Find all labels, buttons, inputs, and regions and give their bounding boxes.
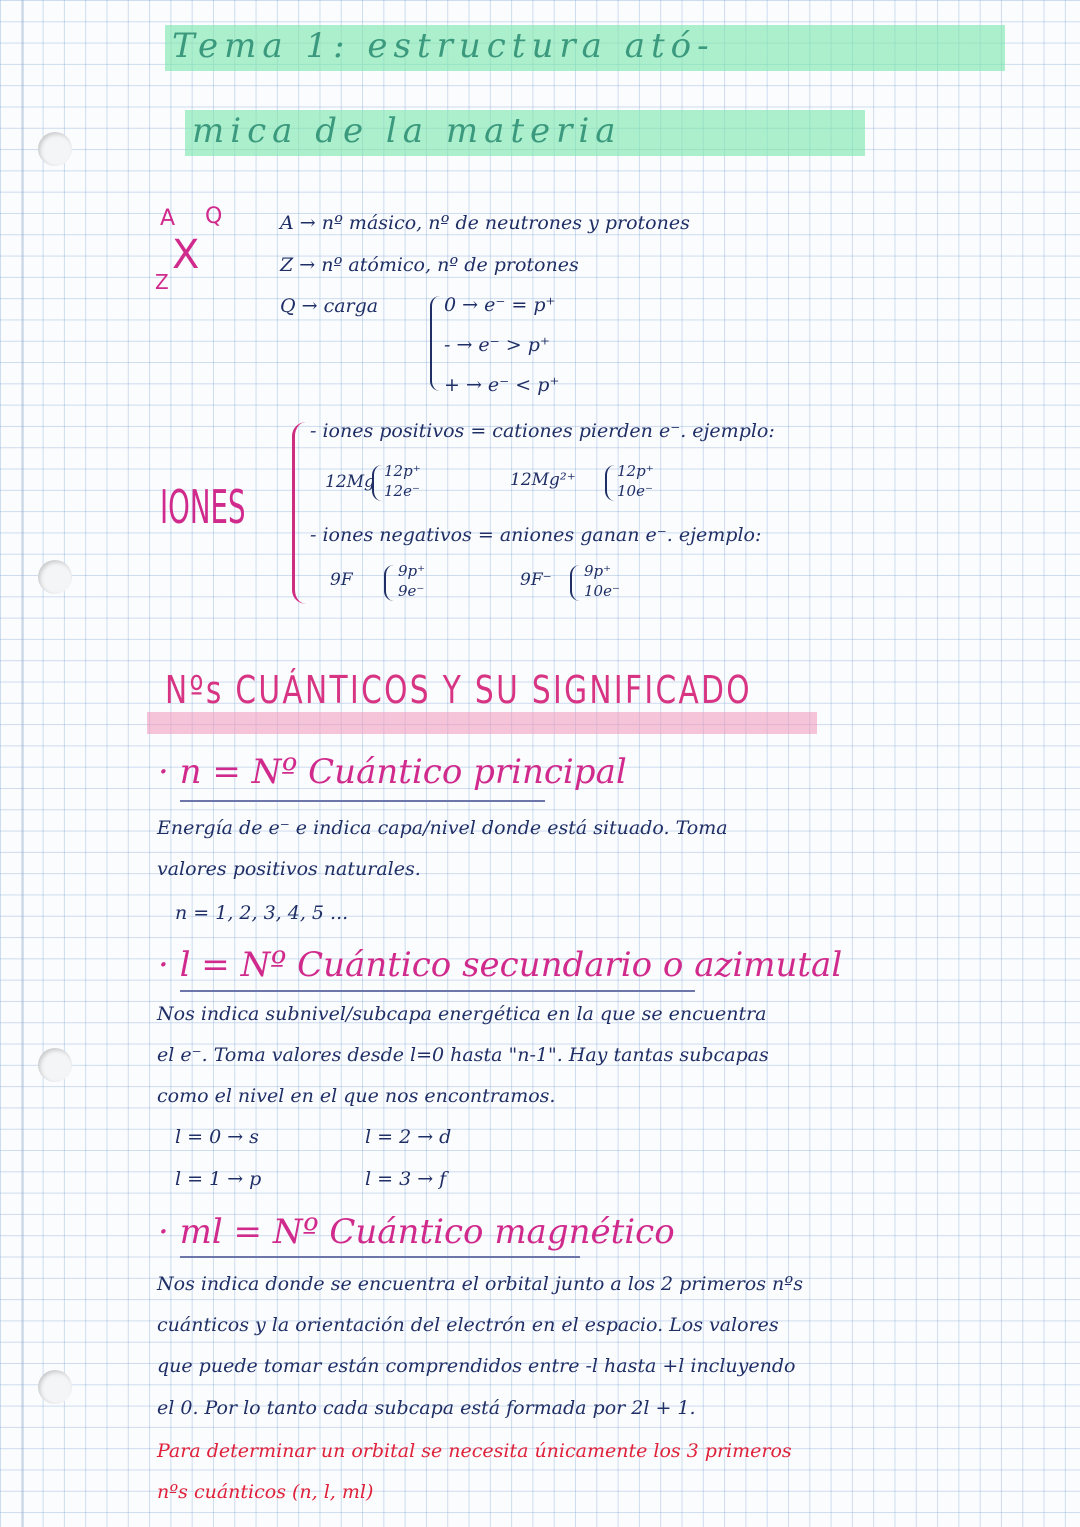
f-ion-brace [570,565,580,601]
notebook-margin-line [22,0,24,1527]
definition-z: Z → nº atómico, nº de protones [280,254,579,276]
l-map-item: l = 1 → p [175,1168,262,1190]
mg-atom-electrons: 12e⁻ [384,482,420,500]
l-map-item: l = 3 → f [365,1168,447,1190]
charge-case: + → e⁻ < p⁺ [444,374,560,396]
binder-hole [38,560,72,594]
definition-q: Q → carga [280,295,379,317]
f-atom: 9F [330,570,353,590]
section-heading-highlight [147,712,817,734]
mg-ion-protons: 12p⁺ [617,462,654,480]
notation-x: X [172,232,200,278]
mg-ion-brace [605,465,615,501]
negative-ions-text: - iones negativos = aniones ganan e⁻. ejemplo: [310,524,762,546]
l-map-item: l = 2 → d [365,1126,452,1148]
magnetic-underline [180,1256,580,1258]
principal-text: Energía de e⁻ e indica capa/nivel donde está situado. Toma [157,817,728,839]
mg-atom-brace [372,465,382,501]
mg-atom-protons: 12p⁺ [384,462,421,480]
l-map-item: l = 0 → s [175,1126,259,1148]
section-heading: Nºs CUÁNTICOS Y SU SIGNIFICADO [165,668,752,712]
principal-text: valores positivos naturales. [157,858,421,880]
secondary-underline [180,990,695,992]
notation-q: Q [205,204,223,229]
secondary-heading: · l = Nº Cuántico secundario o azimutal [158,945,843,985]
binder-hole [38,132,72,166]
notation-z: Z [155,270,169,294]
f-ion-protons: 9p⁺ [584,562,612,580]
orbital-note: Para determinar un orbital se necesita únicamente los 3 primeros [157,1440,792,1462]
f-ion: 9F⁻ [520,570,552,590]
iones-label: IONES [160,480,246,534]
notation-a: A [160,206,176,231]
principal-heading: · n = Nº Cuántico principal [158,752,627,792]
magnetic-heading: · ml = Nº Cuántico magnético [158,1212,675,1252]
orbital-note: nºs cuánticos (n, l, ml) [157,1481,374,1503]
f-atom-brace [384,565,394,601]
secondary-text: Nos indica subnivel/subcapa energética en la que se encuentra [157,1003,767,1025]
charge-case: - → e⁻ > p⁺ [444,334,550,356]
magnetic-text: el 0. Por lo tanto cada subcapa está formada por 2l + 1. [157,1397,696,1419]
mg-atom: 12Mg [325,472,375,492]
principal-values: n = 1, 2, 3, 4, 5 ... [175,902,349,924]
page-title-line1: Tema 1: estructura ató- [172,26,715,66]
mg-ion: 12Mg²⁺ [510,470,576,490]
secondary-text: el e⁻. Toma valores desde l=0 hasta "n-1". Hay tantas subcapas [157,1044,769,1066]
f-atom-protons: 9p⁺ [398,562,426,580]
mg-ion-electrons: 10e⁻ [617,482,653,500]
magnetic-text: Nos indica donde se encuentra el orbital junto a los 2 primeros nºs [157,1273,803,1295]
magnetic-text: que puede tomar están comprendidos entre -l hasta +l incluyendo [157,1355,796,1377]
binder-hole [38,1370,72,1404]
binder-hole [38,1048,72,1082]
charge-case: 0 → e⁻ = p⁺ [444,294,556,316]
page-title-line2: mica de la materia [192,111,622,151]
definition-a: A → nº másico, nº de neutrones y protones [280,212,690,234]
magnetic-text: cuánticos y la orientación del electrón en el espacio. Los valores [157,1314,779,1336]
secondary-text: como el nivel en el que nos encontramos. [157,1085,556,1107]
charge-brace [430,296,442,391]
f-atom-electrons: 9e⁻ [398,582,425,600]
principal-underline [180,800,545,802]
positive-ions-text: - iones positivos = cationes pierden e⁻. ejemplo: [310,420,775,442]
f-ion-electrons: 10e⁻ [584,582,620,600]
iones-brace [292,422,307,604]
